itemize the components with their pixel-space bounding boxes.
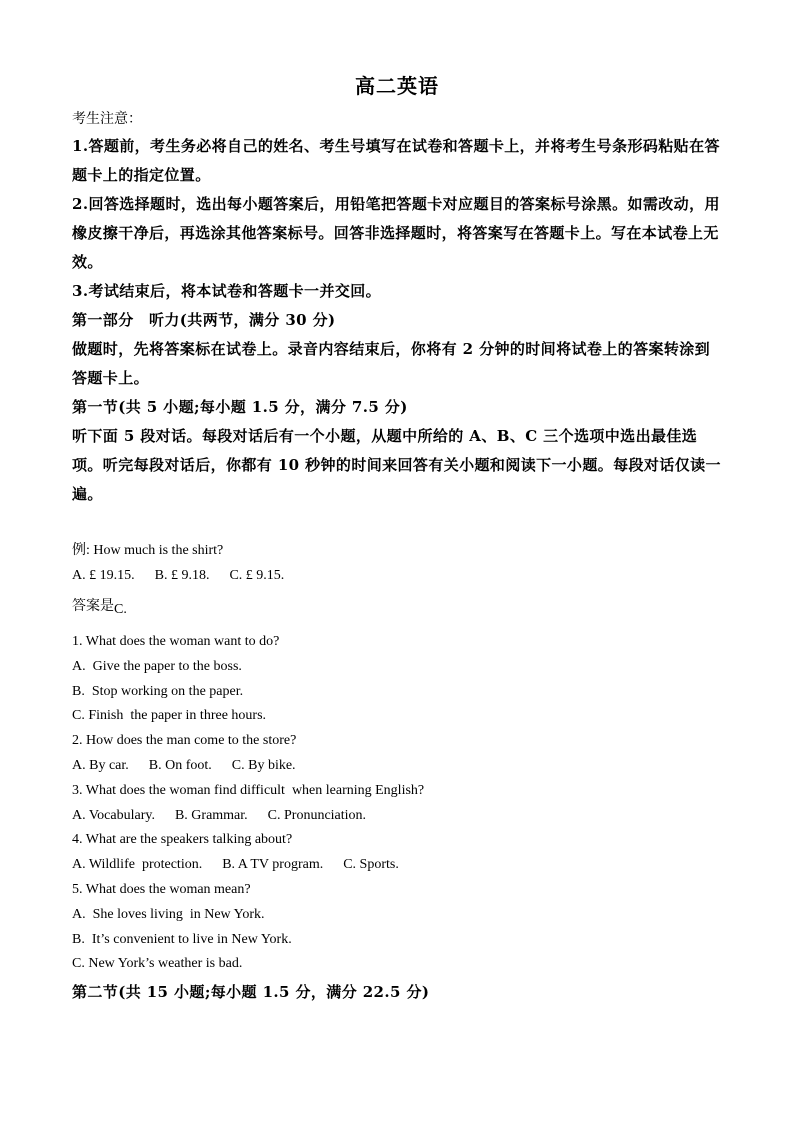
question-4: 4. What are the speakers talking about? [72, 832, 293, 848]
notice-item-1: 1.答题前，考生务必将自己的姓名、考生号填写在试卷和答题卡上，并将考生号条形码粘贴在答题卡上的指定位置。 [72, 137, 720, 184]
question-2-option-b: B. On foot. [148, 757, 212, 773]
question-4-option-c: C. Sports. [343, 857, 399, 873]
question-4-options [72, 853, 722, 878]
question-5: 5. What does the woman mean? [72, 881, 251, 897]
example-question: 例: How much is the shirt? [72, 543, 224, 558]
example-option-b: B. £ 9.18. [154, 567, 210, 583]
notice-heading: 考生注意： [72, 111, 142, 127]
question-2-option-a: A. By car. [72, 757, 129, 773]
example-block [72, 539, 722, 622]
question-3-option-b: B. Grammar. [174, 807, 248, 823]
question-1-option-b: B. Stop working on the paper. [72, 683, 244, 699]
notice-item-2: 2.回答选择题时，选出每小题答案后，用铅笔把答题卡对应题目的答案标号涂黑。如需改动，用橡皮擦干净后，再选涂其他答案标号。回答非选择题时，将答案写在答题卡上。写在本试卷上无效。 [72, 195, 720, 271]
example-option-c: C. £ 9.15. [229, 567, 285, 583]
question-1: 1. What does the woman want to do? [72, 634, 280, 649]
question-2-option-c: C. By bike. [231, 757, 296, 773]
example-option-a: A. £ 19.15. [72, 567, 135, 583]
example-answer-value: C. [114, 601, 127, 617]
question-3-option-c: C. Pronunciation. [267, 807, 367, 823]
example-options [72, 564, 722, 589]
question-4-option-a: A. Wildlife protection. [72, 857, 203, 873]
part1-instruction: 做题时，先将答案标在试卷上。录音内容结束后，你将有 2 分钟的时间将试卷上的答案转涂到答题卡上。 [72, 340, 711, 387]
question-4-option-b: B. A TV program. [222, 857, 324, 873]
question-3-options [72, 804, 722, 829]
question-2-options [72, 754, 722, 779]
notice-item-3: 3.考试结束后，将本试卷和答题卡一并交回。 [72, 282, 382, 300]
questions-block [72, 630, 722, 977]
question-5-option-b: B. It’s convenient to live in New York. [72, 931, 292, 947]
page-title: 高二英语 [355, 74, 439, 98]
notice-block [72, 106, 722, 509]
example-answer [72, 597, 722, 623]
question-3: 3. What does the woman find difficult when learning English? [72, 782, 425, 798]
question-1-option-a: A. Give the paper to the boss. [72, 658, 242, 674]
question-2: 2. How does the man come to the store? [72, 733, 297, 749]
section2-block [72, 978, 722, 1007]
section2-heading: 第二节(共 15 小题;每小题 1.5 分，满分 22.5 分) [72, 983, 430, 1001]
section1-instruction: 听下面 5 段对话。每段对话后有一个小题，从题中所给的 A、B、C 三个选项中选出最佳选项。听完每段对话后，你都有 10 秒钟的时间来回答有关小题和阅读下一小题。每段对话仅读一遍。 [72, 427, 721, 503]
question-1-option-c: C. Finish the paper in three hours. [72, 708, 267, 724]
question-5-option-a: A. She loves living in New York. [72, 906, 265, 922]
part1-heading: 第一部分 听力(共两节，满分 30 分) [72, 311, 336, 329]
question-5-option-c: C. New York’s weather is bad. [72, 956, 243, 972]
section1-heading: 第一节(共 5 小题;每小题 1.5 分，满分 7.5 分) [72, 398, 408, 416]
question-3-option-a: A. Vocabulary. [72, 807, 155, 823]
example-answer-label: 答案是 [72, 597, 114, 614]
